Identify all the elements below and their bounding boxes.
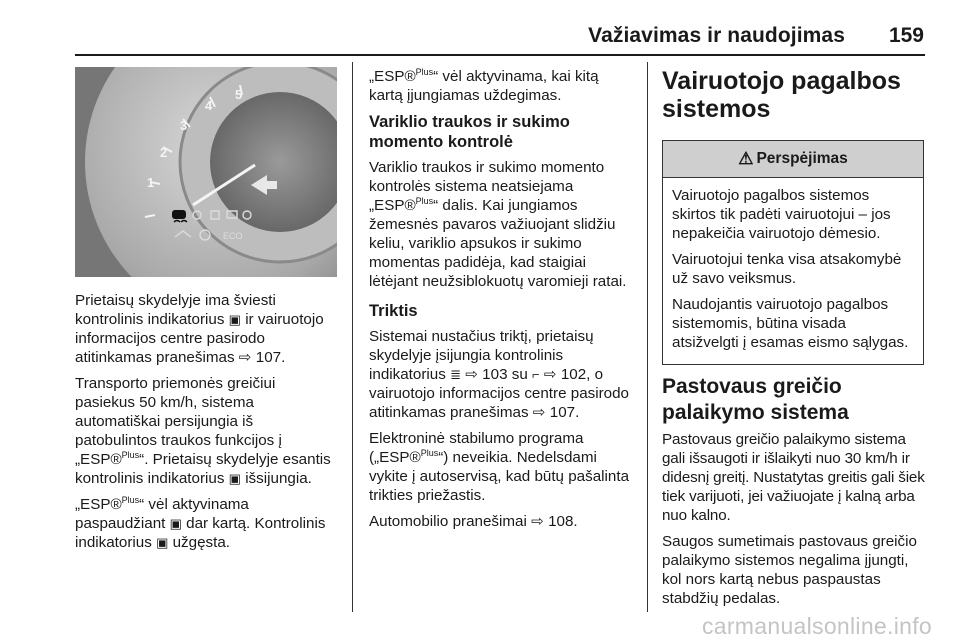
- superscript: Plus: [415, 196, 434, 206]
- text: Variklio traukos ir sukimo momento kontrolės sistema neatsiejama „ESP®: [369, 159, 605, 214]
- warning-box: [662, 140, 924, 365]
- paragraph: Vairuotojui tenka visa atsakomybė už savo veiksmus.: [672, 251, 902, 287]
- instrument-cluster-figure: [75, 67, 337, 277]
- section-heading: Triktis: [369, 302, 418, 320]
- column-3-lower: [662, 374, 926, 615]
- column-divider: [352, 62, 353, 612]
- paragraph: Pastovaus greičio palaikymo sistema gali išsaugoti ir išlaikyti nuo 30 km/h ir didesnį greitį. Nustatytas greitis gali šiek tiek varijuoti, jei važiuojate į kalną arba nuo kalno.: [662, 431, 925, 524]
- superscript: Plus: [420, 448, 439, 458]
- instrument-cluster-illustration: [75, 67, 337, 277]
- text: Transporto priemonės greičiui pasiekus 50 km/h, sistema automatiškai persijungia iš patobulintos traukos funkcijos į „ESP®: [75, 375, 282, 468]
- section-title: Vairuotojo pagalbos sistemos: [662, 67, 901, 123]
- column-1: [75, 291, 337, 559]
- gauge-number: 1: [147, 175, 155, 190]
- column-divider: [647, 62, 648, 612]
- paragraph: Saugos sumetimais pastovaus greičio palaikymo sistemos negalima įjungti, kol nors kartą nebus paspaustas stabdžių pedalas.: [662, 533, 917, 607]
- text: „ESP®: [369, 68, 416, 85]
- text: užgęsta.: [172, 534, 231, 551]
- paragraph: [369, 429, 633, 505]
- column-2: [369, 67, 633, 538]
- text: “ vėl aktyvinama paspaudžiant: [75, 496, 249, 532]
- gauge-number: 4: [205, 98, 213, 113]
- ref-arrow-icon: ⇨: [543, 366, 557, 383]
- eco-label: ECO: [223, 231, 243, 241]
- ref-arrow-icon: ⇨: [238, 349, 252, 366]
- esp-off-icon: ▣: [228, 471, 241, 486]
- warning-body: [663, 178, 923, 352]
- warning-label: Perspėjimas: [756, 150, 848, 167]
- ref-arrow-icon: ⇨: [531, 513, 544, 530]
- page-number: 159: [888, 24, 924, 47]
- section-heading: Pastovaus greičio palaikymo sistema: [662, 375, 849, 424]
- page-reference[interactable]: 107.: [549, 404, 580, 421]
- paragraph: [75, 374, 337, 488]
- paragraph: [369, 512, 633, 531]
- warning-triangle-icon: ⚠: [738, 149, 754, 168]
- ref-arrow-icon: ⇨: [532, 404, 546, 421]
- text: “ vėl aktyvinama, kai kitą kartą įjungiamas uždegimas.: [369, 68, 599, 104]
- page-reference[interactable]: 102, o vairuotojo informacijos centre pasirodo atitinkamas pranešimas: [369, 366, 630, 421]
- superscript: Plus: [121, 450, 140, 460]
- page-reference[interactable]: 108.: [548, 513, 578, 530]
- paragraph: Naudojantis vairuotojo pagalbos sistemomis, būtina visada atsižvelgti į esamas eismo sąlygas.: [672, 296, 909, 351]
- section-heading: Variklio traukos ir sukimo momento kontrolė: [369, 113, 570, 151]
- header-rule: [75, 54, 925, 56]
- watermark: carmanualsonline.info: [701, 613, 932, 639]
- column-3: [662, 67, 926, 123]
- ref-arrow-icon: ⇨: [465, 366, 478, 383]
- esp-indicator-icon: ≣: [450, 367, 461, 382]
- superscript: Plus: [415, 67, 434, 77]
- esp-off-icon: ▣: [228, 312, 241, 327]
- text: Elektroninė stabilumo programa („ESP®: [369, 430, 584, 466]
- paragraph: [369, 158, 633, 291]
- page-header: [0, 0, 960, 62]
- text: dar kartą. Kontrolinis indikatorius: [75, 515, 326, 551]
- text: “) neveikia. Nedelsdami vykite į autoservisą, kad būtų pašalinta trikties priežastis.: [369, 449, 630, 504]
- text: ir vairuotojo informacijos centre pasirodo atitinkamas pranešimas: [75, 311, 324, 366]
- text: Automobilio pranešimai: [369, 513, 527, 530]
- text: Sistemai nustačius triktį, prietaisų skydelyje įsijungia kontrolinis indikatorius: [369, 328, 594, 383]
- text: Prietaisų skydelyje ima šviesti kontrolinis indikatorius: [75, 292, 276, 328]
- gauge-number: 3: [180, 118, 188, 133]
- page-reference[interactable]: 107.: [255, 349, 286, 366]
- warning-header: [663, 141, 923, 178]
- esp-off-icon: ▣: [156, 535, 169, 550]
- paragraph: [369, 67, 633, 105]
- gauge-number: 2: [160, 145, 168, 160]
- running-title: Važiavimas ir naudojimas: [588, 24, 845, 47]
- esp-off-icon: ▣: [169, 516, 182, 531]
- text: “. Prietaisų skydelyje esantis kontrolinis indikatorius: [75, 451, 331, 487]
- page-reference[interactable]: 103 su: [482, 366, 528, 383]
- text: “ dalis. Kai jungiamos žemesnės pavaros važiuojant slidžiu keliu, variklio apsukos ir sukimo momentas padidėja, kad staigiai lėtėjant neužsiblokuotų varomieji ratai.: [369, 197, 627, 290]
- paragraph: [75, 495, 337, 552]
- paragraph: Vairuotojo pagalbos sistemos skirtos tik padėti vairuotojui – jos nepakeičia vairuotojo dėmesio.: [672, 187, 891, 242]
- wrench-icon: ⌐: [532, 367, 540, 382]
- paragraph: [369, 327, 633, 422]
- superscript: Plus: [121, 495, 140, 505]
- text: išsijungia.: [245, 470, 312, 487]
- text: „ESP®: [75, 496, 122, 513]
- gauge-number: 5: [235, 87, 243, 102]
- paragraph: [75, 291, 337, 367]
